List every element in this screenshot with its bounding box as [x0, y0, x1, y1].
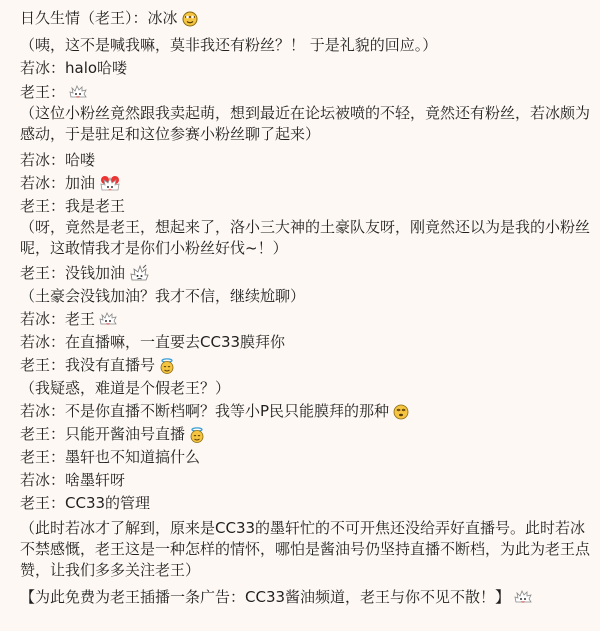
chat-line-text: 若冰：啥墨轩呀 — [20, 471, 126, 489]
chat-line-text: 老王：没钱加油 — [20, 264, 126, 282]
chat-line — [20, 330, 590, 354]
chat-line-text: 若冰：老王 — [20, 310, 96, 328]
chat-line — [20, 422, 590, 446]
chat-line — [20, 103, 590, 145]
chat-line-text: 老王：我是老王 — [20, 197, 126, 215]
chat-line — [20, 353, 590, 377]
chat-line-text: 若冰：哈喽 — [20, 151, 96, 169]
chat-line-text: （土豪会没钱加油？我才不信，继续尬聊） — [20, 287, 306, 305]
chat-line-text: （我疑惑，难道是个假老王？） — [20, 379, 231, 397]
chat-line-text: （咦，这不是喊我嘛，莫非我还有粉丝？！ 于是礼貌的回应。） — [20, 36, 438, 54]
chat-line-text: 若冰：halo哈喽 — [20, 59, 128, 77]
chat-line — [20, 518, 590, 581]
pink-hedgehog-emoji-icon — [99, 174, 121, 194]
chat-line-text: （这位小粉丝竟然跟我卖起萌，想到最近在论坛被喷的不轻，竟然还有粉丝，若冰颇为感动，于是驻足和这位参赛小粉丝聊了起来） — [20, 104, 591, 143]
chat-line-text: 日久生情（老王）：冰冰 — [20, 9, 178, 27]
chat-line — [20, 148, 590, 172]
chat-line-text: 老王：只能开酱油号直播 — [20, 425, 186, 443]
chat-line — [20, 217, 590, 259]
chat-line-text: （呀，竟然是老王，想起来了，洛小三大神的土豪队友呀，刚竟然还以为是我的小粉丝呢，这敢情我才是你们小粉丝好伐~！） — [20, 218, 591, 257]
halo-face-emoji-icon — [189, 427, 205, 443]
chat-line-text: 老王：墨轩也不知道搞什么 — [20, 448, 201, 466]
chat-line-text: （此时若冰才了解到，原来是CC33的墨轩忙的不可开焦还没给弄好直播号。此时若冰不禁感慨，老王这是一种怎样的情怀，哪怕是酱油号仍坚持直播不断档，为此为老王点赞，让我们多多关注老王） — [20, 519, 591, 579]
chat-line — [20, 33, 590, 57]
chat-line — [20, 399, 590, 423]
hedgehog-face-emoji-icon — [69, 85, 85, 101]
hedgehog-face-emoji-icon — [99, 312, 117, 328]
chat-line — [20, 261, 590, 285]
chat-line — [20, 468, 590, 492]
chat-line — [20, 307, 590, 331]
dizzy-face-emoji-icon — [393, 404, 409, 420]
smiling-face-emoji-icon — [182, 11, 198, 27]
sad-hedgehog-emoji-icon — [129, 264, 149, 284]
chat-line — [20, 585, 590, 609]
chat-line-text: 老王：我没有直播号 — [20, 356, 156, 374]
chat-line — [20, 6, 590, 30]
chat-line — [20, 56, 590, 80]
chat-line — [20, 491, 590, 515]
chat-line-text: 若冰：在直播嘛，一直要去CC33膜拜你 — [20, 333, 286, 351]
chat-line — [20, 376, 590, 400]
chat-line-text: 若冰：加油 — [20, 174, 96, 192]
chat-line — [20, 284, 590, 308]
chat-line — [20, 171, 590, 195]
hedgehog-face-emoji-icon — [514, 590, 532, 606]
chat-line-text: 老王：CC33的管理 — [20, 494, 151, 512]
chat-line-text: 【为此免费为老王插播一条广告：CC33酱油频道，老王与你不见不散！】 — [20, 588, 511, 606]
chat-line — [20, 194, 590, 218]
chat-line — [20, 445, 590, 469]
chat-line-text: 老王： — [20, 83, 66, 101]
chat-line — [20, 80, 590, 104]
chat-line-text: 若冰：不是你直播不断档啊？我等小P民只能膜拜的那种 — [20, 402, 390, 420]
halo-face-emoji-icon — [159, 358, 175, 374]
